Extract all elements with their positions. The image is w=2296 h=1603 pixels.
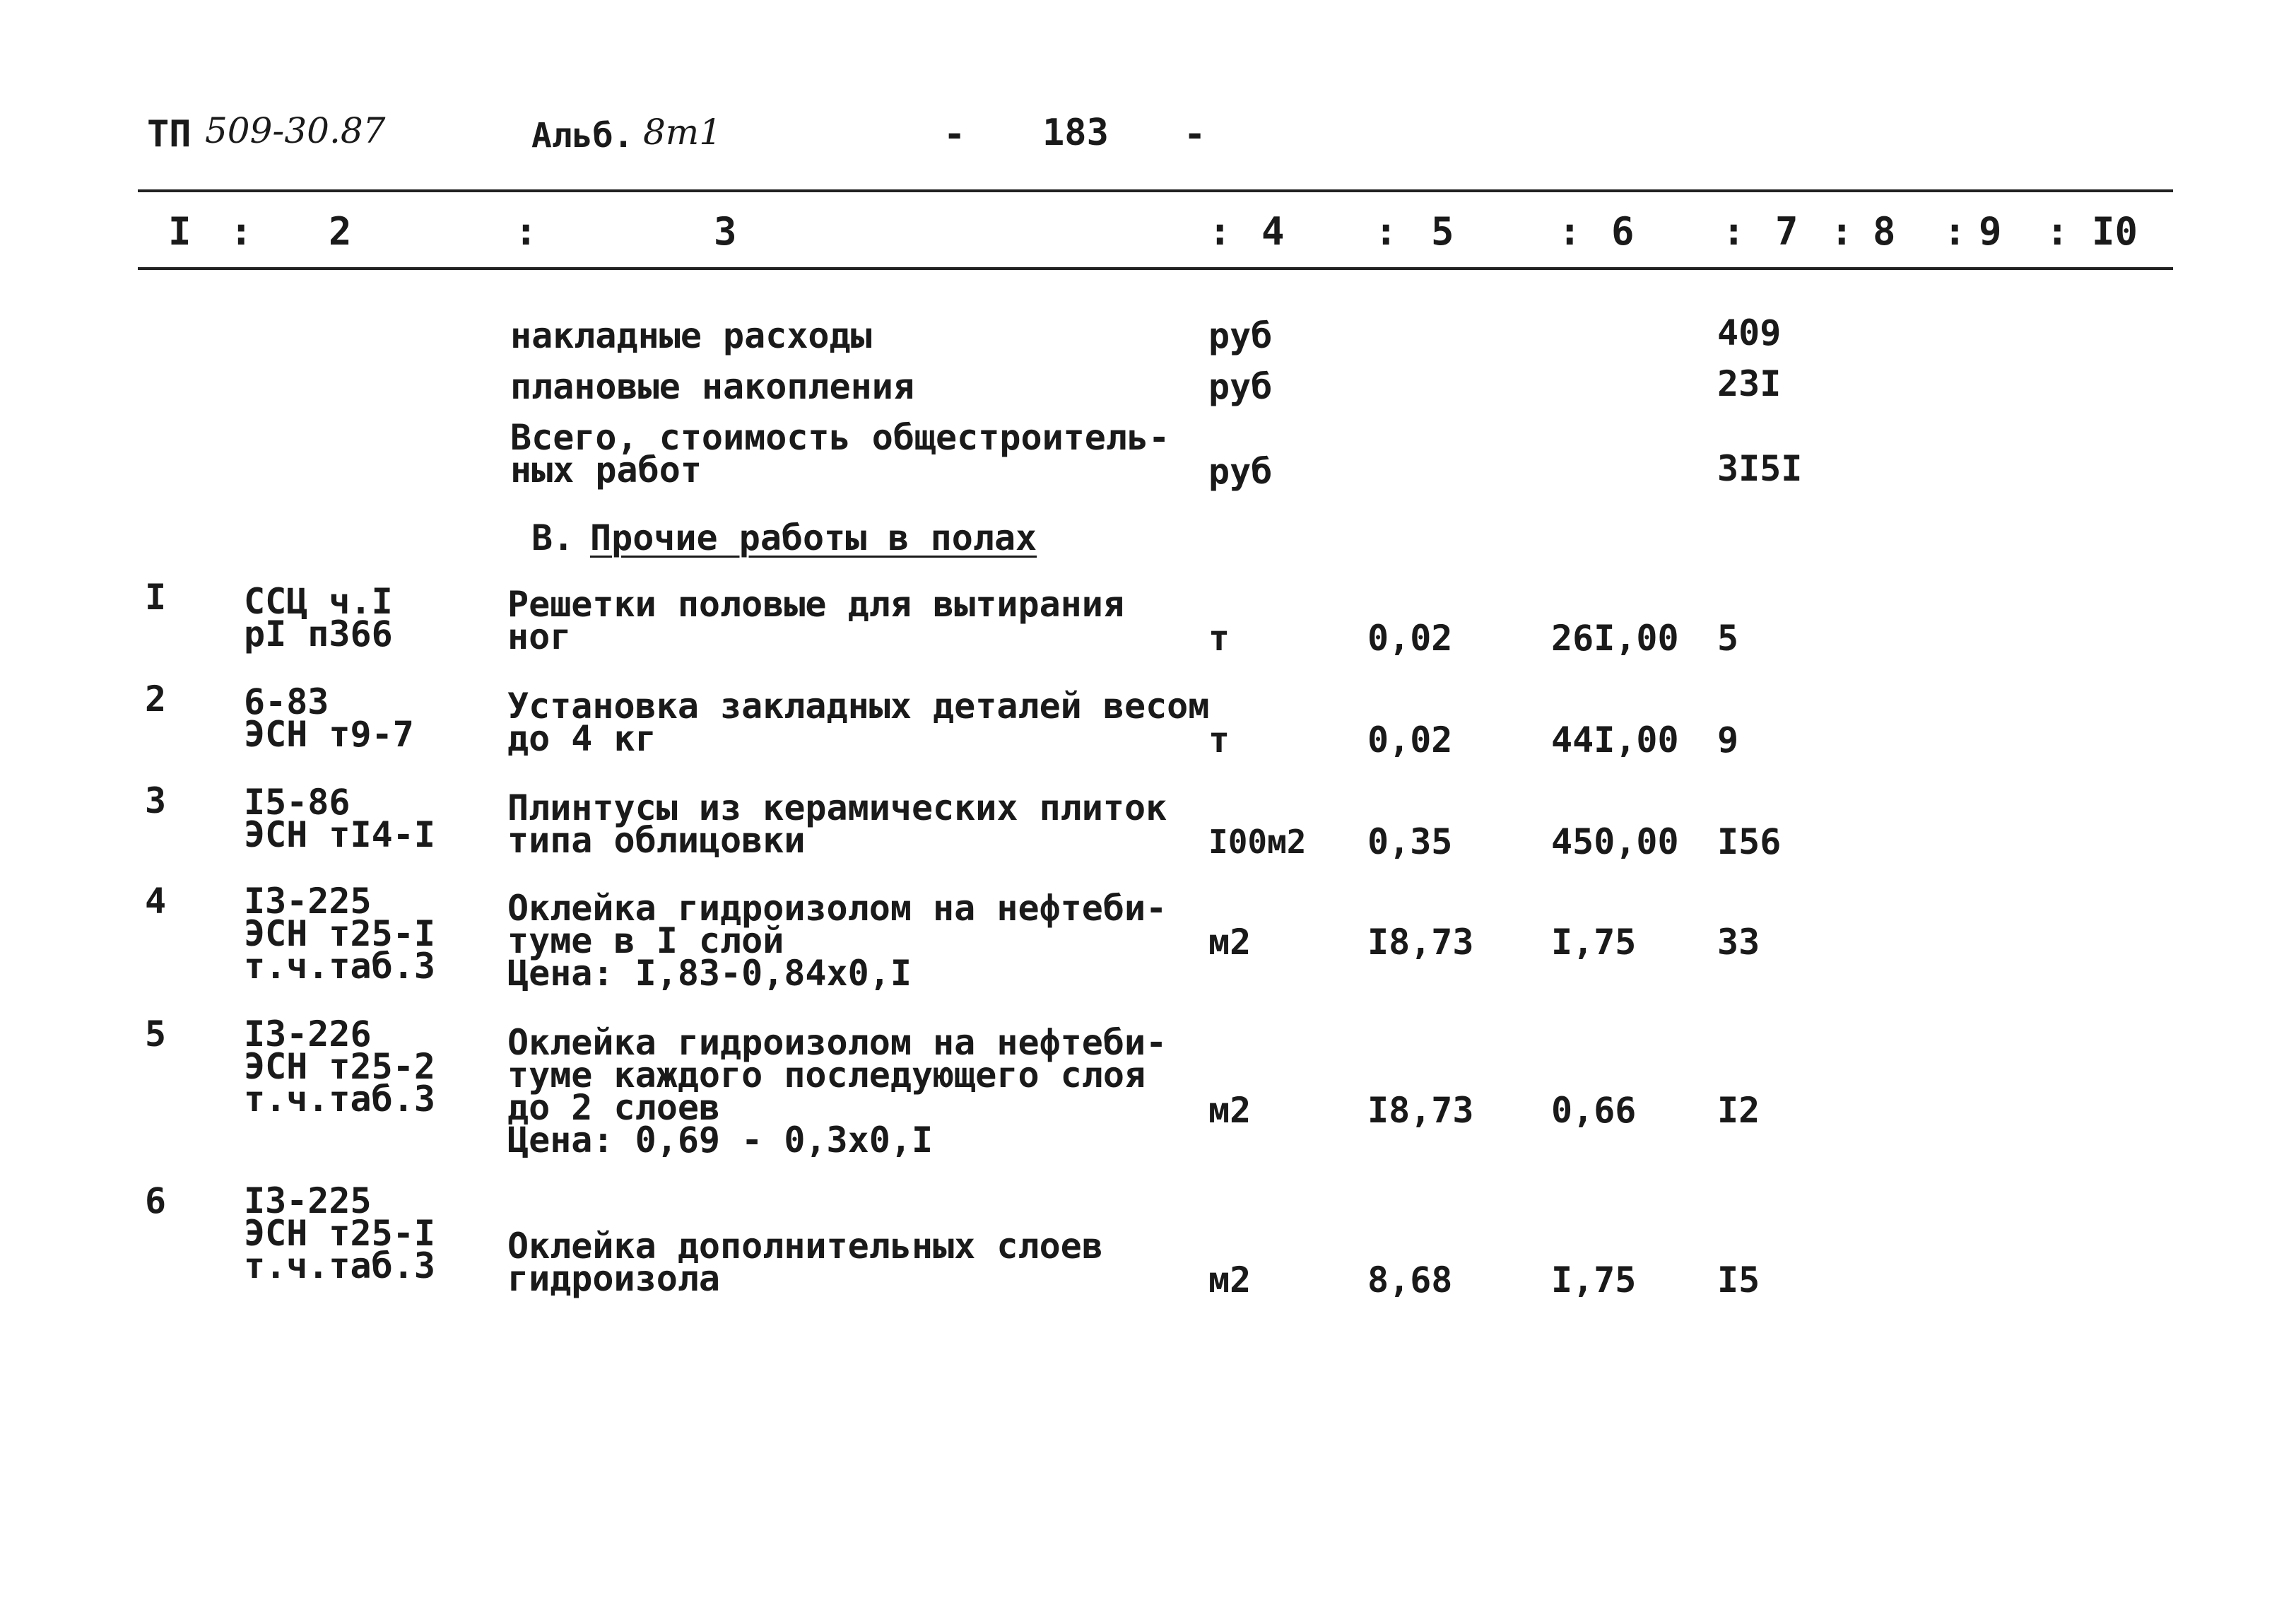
row-name: Оклейка дополнительных слоев — [507, 1226, 1103, 1267]
column-separator: : — [1558, 209, 1582, 254]
column-separator: : — [1208, 209, 1232, 254]
column-number: 8 — [1873, 209, 1896, 254]
table-header-rule — [138, 267, 2173, 270]
row-code: ЭСН т9-7 — [244, 714, 414, 755]
row-total: I2 — [1717, 1090, 1760, 1131]
row-name: до 4 кг — [507, 718, 657, 759]
row-unit: м2 — [1208, 1090, 1252, 1131]
row-quantity: I8,73 — [1367, 1090, 1474, 1131]
summary-name: Всего, стоимость общестроитель- — [510, 417, 1170, 458]
column-separator: : — [1830, 209, 1854, 254]
column-number: 2 — [329, 209, 352, 254]
row-price: 44I,00 — [1551, 720, 1679, 761]
row-unit: I00м2 — [1208, 823, 1307, 861]
column-separator: : — [1943, 209, 1967, 254]
row-price: I,75 — [1551, 1260, 1637, 1300]
row-price: I,75 — [1551, 922, 1637, 963]
table-top-rule — [138, 189, 2173, 192]
doc-number: 509-30.87 — [205, 110, 386, 151]
row-name: Цена: 0,69 - 0,3х0,I — [507, 1120, 934, 1161]
row-number: 3 — [145, 780, 167, 821]
row-quantity: 8,68 — [1367, 1260, 1453, 1300]
page-dash-right: - — [1184, 113, 1206, 155]
row-name: ног — [507, 616, 572, 657]
column-number: 5 — [1431, 209, 1454, 254]
row-unit: т — [1208, 618, 1230, 659]
row-name: Установка закладных деталей весом — [507, 686, 1210, 727]
summary-name: плановые накопления — [510, 366, 914, 407]
row-quantity: I8,73 — [1367, 922, 1474, 963]
column-separator: : — [1374, 209, 1398, 254]
row-name: туме в I слой — [507, 920, 784, 961]
summary-total: 409 — [1717, 312, 1782, 353]
row-name: гидроизола — [507, 1258, 721, 1299]
summary-unit: руб — [1208, 451, 1273, 492]
row-name: Цена: I,83-0,84х0,I — [507, 953, 912, 994]
column-number: 3 — [714, 209, 737, 254]
row-code: I3-226 — [244, 1014, 372, 1055]
summary-unit: руб — [1208, 315, 1273, 356]
summary-name: накладные расходы — [510, 315, 872, 356]
album-number: 8т1 — [643, 112, 722, 153]
row-name: туме каждого последующего слоя — [507, 1055, 1146, 1096]
summary-total: 3I5I — [1717, 448, 1803, 489]
row-total: I5 — [1717, 1260, 1760, 1300]
doc-code: ТП — [147, 113, 192, 155]
row-total: 9 — [1717, 720, 1739, 761]
row-code: ЭСН т25-I — [244, 913, 435, 954]
row-unit: м2 — [1208, 922, 1252, 963]
row-unit: т — [1208, 720, 1230, 761]
column-number: 9 — [1979, 209, 2002, 254]
row-number: 6 — [145, 1180, 167, 1221]
album-label: Альб. — [531, 116, 634, 155]
row-total: I56 — [1717, 821, 1782, 862]
column-number: I0 — [2092, 209, 2138, 254]
column-number: 7 — [1775, 209, 1798, 254]
column-number: 6 — [1611, 209, 1635, 254]
summary-name-cont: ных работ — [510, 450, 702, 491]
row-code: ЭСН т25-2 — [244, 1046, 435, 1087]
row-price: 26I,00 — [1551, 618, 1679, 659]
summary-total: 23I — [1717, 363, 1782, 404]
row-name: Плинтусы из керамических плиток — [507, 787, 1167, 828]
column-separator: : — [230, 209, 253, 254]
row-code: ЭСН т25-I — [244, 1213, 435, 1254]
row-code: т.ч.таб.3 — [244, 1245, 435, 1286]
column-number: 4 — [1261, 209, 1285, 254]
row-price: 450,00 — [1551, 821, 1679, 862]
row-quantity: 0,02 — [1367, 720, 1453, 761]
row-quantity: 0,02 — [1367, 618, 1453, 659]
row-number: 4 — [145, 881, 167, 922]
row-total: 5 — [1717, 618, 1739, 659]
column-number: I — [168, 209, 192, 254]
row-name: Оклейка гидроизолом на нефтеби- — [507, 888, 1167, 929]
row-name: Решетки половые для вытирания — [507, 584, 1124, 625]
row-number: I — [145, 577, 167, 618]
row-unit: м2 — [1208, 1260, 1252, 1300]
row-code: I5-86 — [244, 782, 351, 823]
row-number: 2 — [145, 679, 167, 720]
row-code: т.ч.таб.3 — [244, 1079, 435, 1120]
column-separator: : — [1722, 209, 1745, 254]
section-prefix: В. — [531, 517, 575, 558]
row-name: типа облицовки — [507, 820, 806, 861]
column-separator: : — [2046, 209, 2069, 254]
row-name: Оклейка гидроизолом на нефтеби- — [507, 1022, 1167, 1063]
summary-unit: руб — [1208, 366, 1273, 407]
column-separator: : — [514, 209, 538, 254]
row-name: до 2 слоев — [507, 1087, 721, 1128]
section-title: Прочие работы в полах — [590, 517, 1037, 558]
row-code: I3-225 — [244, 1180, 372, 1221]
row-number: 5 — [145, 1014, 167, 1055]
row-quantity: 0,35 — [1367, 821, 1453, 862]
row-code: рI п366 — [244, 613, 393, 654]
row-code: ССЦ ч.I — [244, 581, 393, 622]
row-code: I3-225 — [244, 881, 372, 922]
page-number: 183 — [1042, 112, 1109, 154]
row-total: 33 — [1717, 922, 1760, 963]
page-dash-left: - — [943, 113, 966, 155]
row-code: ЭСН тI4-I — [244, 814, 435, 855]
row-price: 0,66 — [1551, 1090, 1637, 1131]
row-code: т.ч.таб.3 — [244, 946, 435, 987]
row-code: 6-83 — [244, 681, 329, 722]
